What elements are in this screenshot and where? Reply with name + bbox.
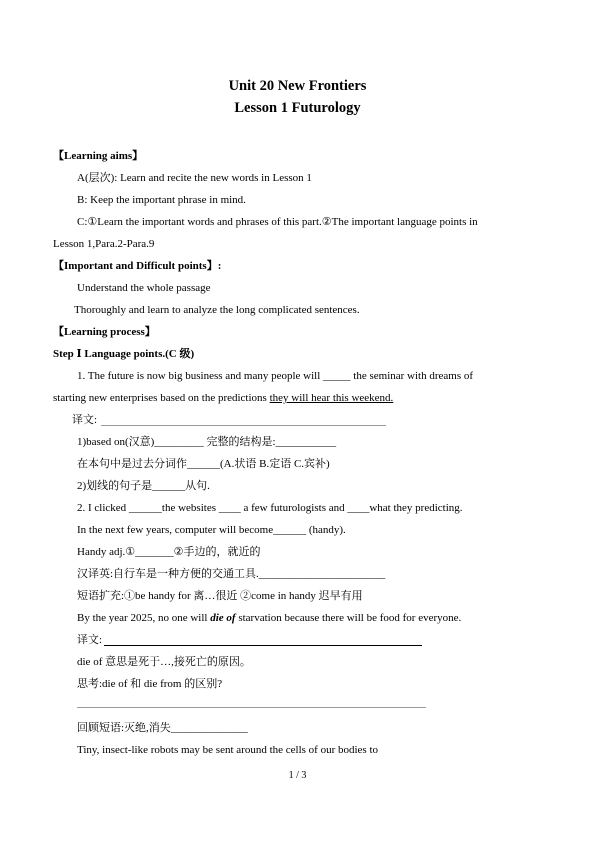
aim-c-line2: Lesson 1,Para.2-Para.9 — [53, 238, 155, 250]
key-point-2: Thoroughly and learn to analyze the long complicated sentences. — [74, 304, 360, 316]
learning-aims-heading: 【Learning aims】 — [53, 150, 144, 162]
think-question: 思考:die of 和 die from 的区别? — [77, 678, 223, 690]
underlined-clause: they will hear this weekend. — [269, 392, 394, 404]
translation-line-1 — [101, 425, 386, 426]
die-of-meaning: die of 意思是死于…,接死亡的原因。 — [77, 656, 251, 668]
translation-label-2: 译文: — [77, 634, 103, 646]
aim-c-line1: C:①Learn the important words and phrases of this part.②The important language points in — [77, 216, 478, 228]
aim-a: A(层次): Learn and recite the new words in Lesson 1 — [77, 172, 312, 184]
learning-process-heading: 【Learning process】 — [53, 326, 156, 338]
document-title: Unit 20 New Frontiers — [228, 78, 367, 94]
participle-note: 在本句中是过去分词作______(A.状语 B.定语 C.宾补) — [77, 458, 330, 470]
die-of-phrase: die of — [210, 612, 236, 624]
key-point-1: Understand the whole passage — [77, 282, 211, 294]
question-2-line1: 2. I clicked ______the websites ____ a few futurologists and ____what they predicting. — [77, 502, 463, 514]
key-points-heading: 【Important and Difficult points】: — [53, 260, 222, 272]
translation-line-2 — [104, 645, 422, 646]
die-of-sentence — [77, 611, 461, 625]
review-phrase: 回顾短语:灭绝,消失______________ — [77, 722, 248, 734]
based-on-note: 1)based on(汉意)_________ 完整的结构是:___________ — [77, 436, 337, 448]
step-1-heading: Step Ⅰ Language points.(C 级) — [53, 348, 195, 360]
page-number: 1 / 3 — [288, 770, 307, 781]
handy-phrases: 短语扩充:①be handy for 离…很近 ②come in handy 迟早有用 — [77, 590, 363, 602]
question-1-line1: 1. The future is now big business and many people will _____ the seminar with dreams of — [77, 370, 474, 382]
handy-definition: Handy adj.①_______②手边的，就近的 — [77, 546, 261, 558]
tiny-robots-sentence: Tiny, insect-like robots may be sent around the cells of our bodies to — [77, 744, 379, 756]
aim-b: B: Keep the important phrase in mind. — [77, 194, 246, 206]
answer-line — [77, 707, 426, 708]
document-subtitle: Lesson 1 Futurology — [234, 100, 361, 116]
question-1-line2-text: starting new enterprises based on the predictions — [53, 392, 270, 404]
die-of-sentence-end: starvation because there will be food for everyone. — [235, 612, 462, 624]
translation-label-1: 译文: — [72, 414, 98, 426]
question-2-line2: In the next few years, computer will become______ (handy). — [77, 524, 346, 536]
die-of-sentence-start: By the year 2025, no one will — [77, 612, 211, 624]
question-1-line2 — [53, 391, 393, 405]
clause-note: 2)划线的句子是______从句. — [77, 480, 210, 492]
handy-translation-task: 汉译英:自行车是一种方便的交通工具._______________________ — [77, 568, 386, 580]
